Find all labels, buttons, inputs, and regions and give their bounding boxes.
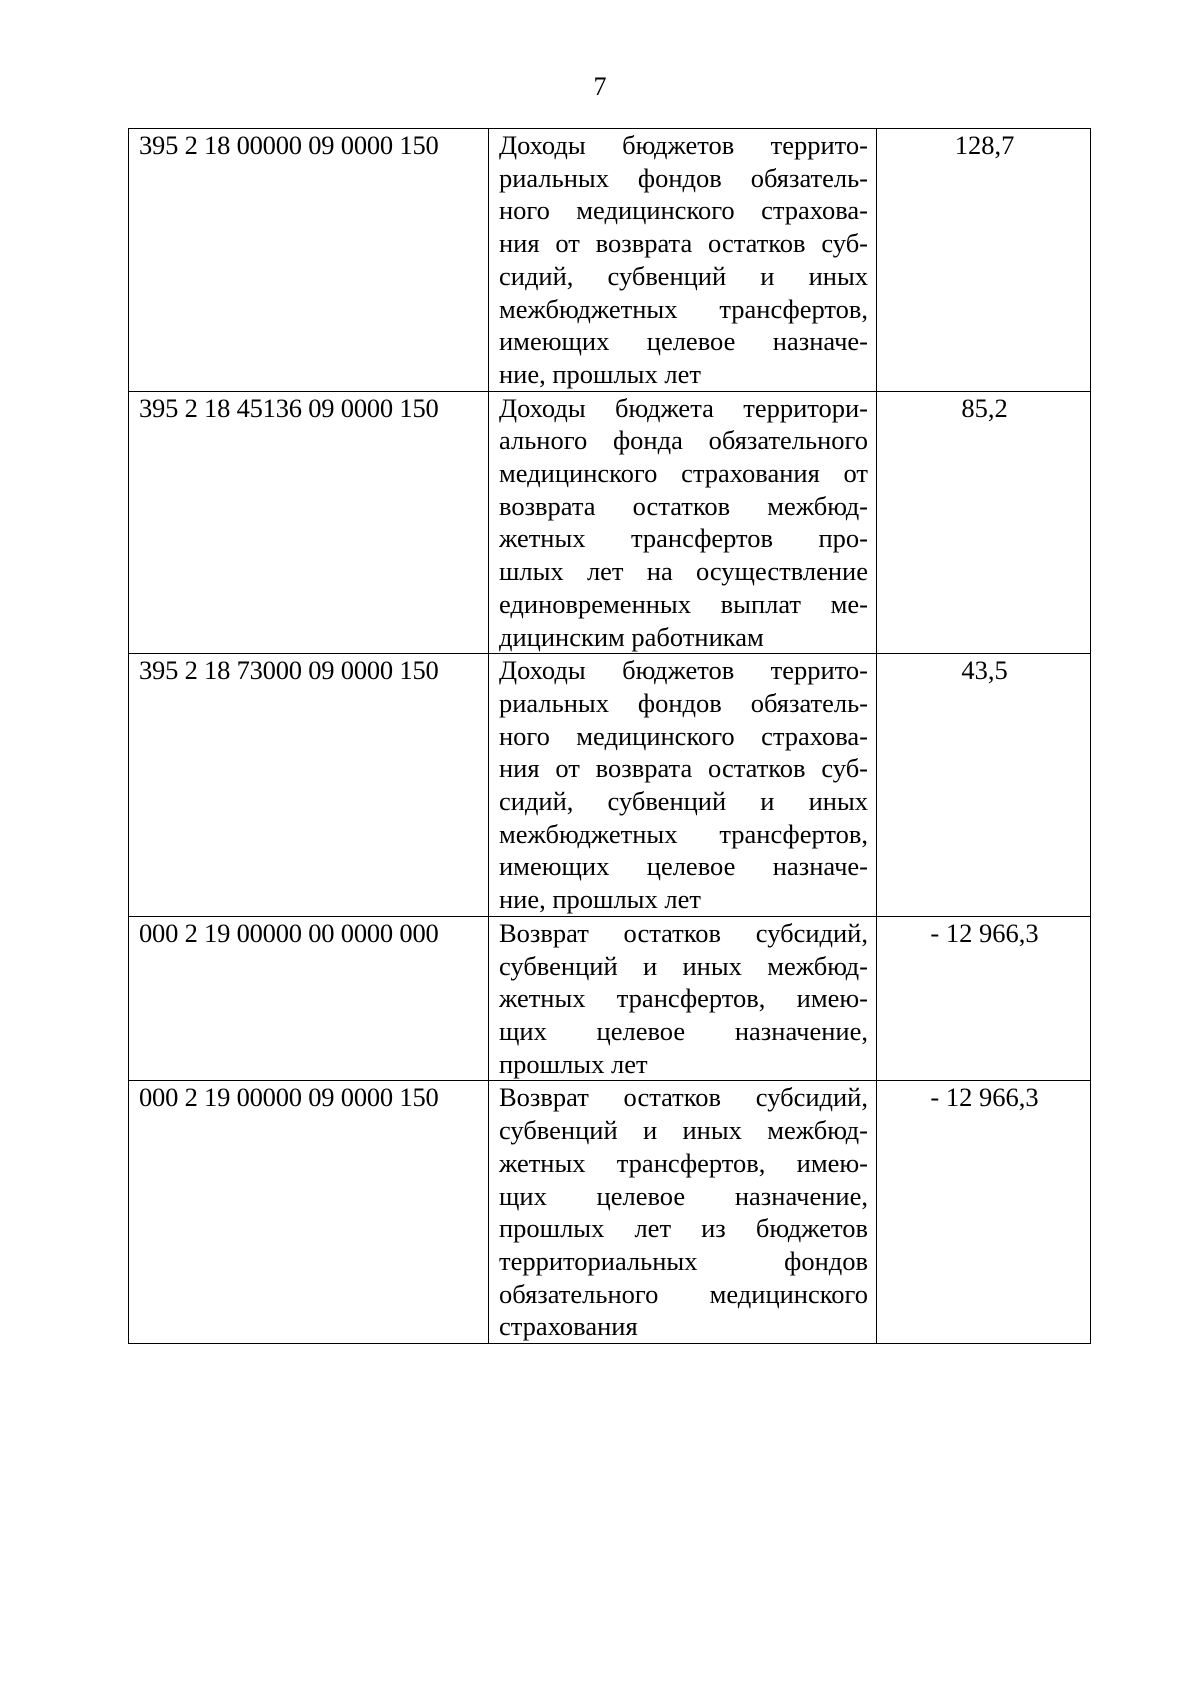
description-line: прошлых лет из бюджетов <box>499 1213 868 1244</box>
description-line: обязательного медицинского <box>499 1278 868 1309</box>
description-line: жетных трансфертов, имею- <box>499 1147 868 1178</box>
description-line: возврата остатков межбюд- <box>499 490 868 521</box>
description-line: прошлых лет <box>499 1048 648 1079</box>
budget-table <box>128 128 1091 1344</box>
description-line: сидий, субвенций и иных <box>499 260 868 291</box>
description-line: риальных фондов обязатель- <box>499 687 868 718</box>
description-line: субвенций и иных межбюд- <box>499 950 868 981</box>
description-line: сидий, субвенций и иных <box>499 786 868 817</box>
description-line: жетных трансфертов про- <box>499 523 868 554</box>
description-line: ния от возврата остатков суб- <box>499 228 868 259</box>
amount-cell: 43,5 <box>877 654 1091 917</box>
description-line: ного медицинского страхова- <box>499 195 868 226</box>
budget-code-cell: 000 2 19 00000 00 0000 000 <box>129 916 489 1081</box>
description-line: страхования <box>499 1311 638 1342</box>
description-line: Доходы бюджетов террито- <box>499 655 868 686</box>
description-line: Доходы бюджета территори- <box>499 392 868 423</box>
description-line: межбюджетных трансфертов, <box>499 293 868 324</box>
income-description-cell <box>489 391 877 654</box>
description-line: ального фонда обязательного <box>499 425 868 456</box>
income-description-cell <box>489 916 877 1081</box>
income-description-cell <box>489 129 877 392</box>
page-number: 7 <box>593 72 607 101</box>
budget-code-cell: 395 2 18 00000 09 0000 150 <box>129 129 489 392</box>
description-line: риальных фондов обязатель- <box>499 162 868 193</box>
description-line: ного медицинского страхова- <box>499 720 868 751</box>
description-line: жетных трансфертов, имею- <box>499 983 868 1014</box>
description-line: ния от возврата остатков суб- <box>499 753 868 784</box>
table-row <box>129 654 1091 917</box>
description-line: дицинским работникам <box>499 621 764 652</box>
income-description-cell <box>489 654 877 917</box>
amount-cell: - 12 966,3 <box>877 916 1091 1081</box>
description-line: Доходы бюджетов террито- <box>499 130 868 160</box>
description-line: единовременных выплат ме- <box>499 588 868 619</box>
description-line: ние, прошлых лет <box>499 358 701 389</box>
description-line: территориальных фондов <box>499 1245 868 1276</box>
description-line: субвенций и иных межбюд- <box>499 1115 868 1146</box>
description-line: имеющих целевое назначе- <box>499 851 868 882</box>
budget-code-cell: 395 2 18 73000 09 0000 150 <box>129 654 489 917</box>
budget-code-cell: 395 2 18 45136 09 0000 150 <box>129 391 489 654</box>
amount-cell: 85,2 <box>877 391 1091 654</box>
budget-table-body <box>129 129 1091 1344</box>
table-row <box>129 391 1091 654</box>
description-line: медицинского страхования от <box>499 458 868 489</box>
table-row <box>129 1081 1091 1344</box>
income-description-cell <box>489 1081 877 1344</box>
table-row <box>129 129 1091 392</box>
description-line: ние, прошлых лет <box>499 884 701 915</box>
description-line: щих целевое назначение, <box>499 1015 868 1046</box>
amount-cell: - 12 966,3 <box>877 1081 1091 1344</box>
description-line: Возврат остатков субсидий, <box>499 917 868 948</box>
description-line: шлых лет на осуществление <box>499 556 868 587</box>
description-line: межбюджетных трансфертов, <box>499 818 868 849</box>
amount-cell: 128,7 <box>877 129 1091 392</box>
description-line: имеющих целевое назначе- <box>499 326 868 357</box>
table-row <box>129 916 1091 1081</box>
budget-code-cell: 000 2 19 00000 09 0000 150 <box>129 1081 489 1344</box>
description-line: Возврат остатков субсидий, <box>499 1082 868 1113</box>
description-line: щих целевое назначение, <box>499 1180 868 1211</box>
